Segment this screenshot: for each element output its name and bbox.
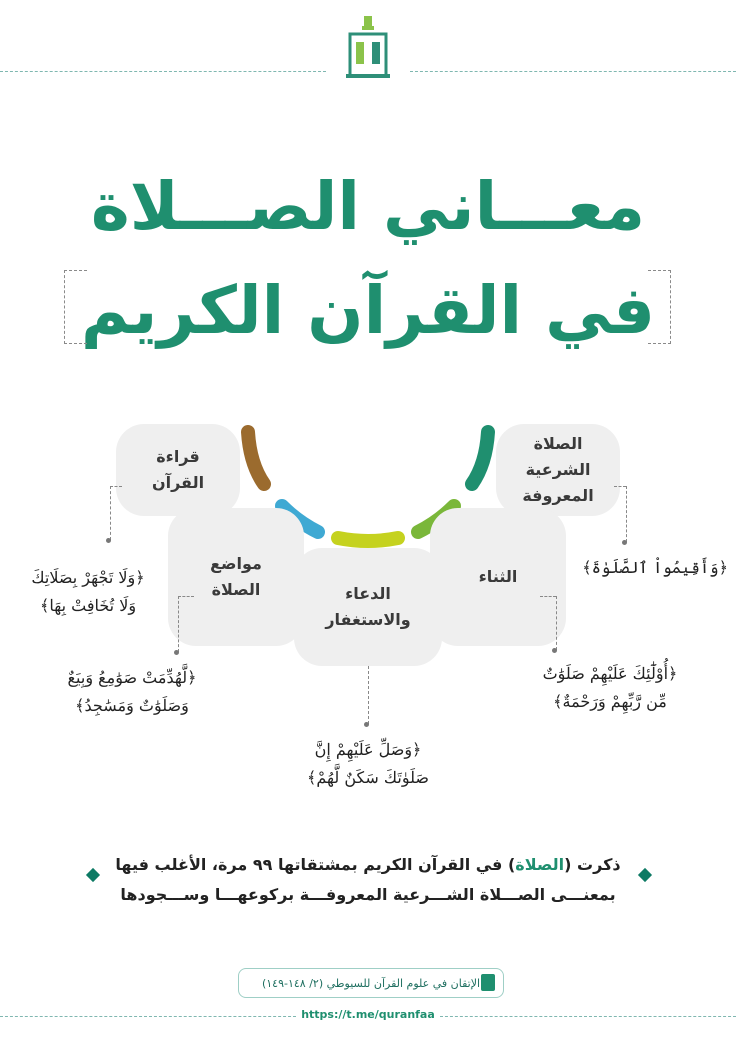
meaning-panel-praise xyxy=(430,508,566,646)
arc-segment-teal xyxy=(472,432,488,484)
panel-line: الصلاة xyxy=(533,434,583,453)
verse-line: مِّن رَّبِّهِمْ وَرَحْمَةٌ﴾ xyxy=(553,692,667,711)
logo-icon xyxy=(338,14,398,86)
top-divider-left xyxy=(0,71,326,72)
connector-dot xyxy=(622,540,627,545)
connector xyxy=(110,486,122,487)
connector xyxy=(614,486,626,487)
connector xyxy=(368,666,369,724)
meaning-panel-places-of-prayer xyxy=(168,508,304,646)
connector-dot xyxy=(552,648,557,653)
summary-part1: ذكرت ( xyxy=(564,855,621,874)
verse-line: ﴿وَلَا تَجْهَرْ بِصَلَاتِكَ xyxy=(31,568,145,587)
arc-segment-brown xyxy=(248,432,264,484)
panel-line: قراءة xyxy=(156,447,200,466)
summary-line1 xyxy=(92,850,644,880)
title-bracket-right xyxy=(648,270,671,344)
panel-line: القرآن xyxy=(151,473,205,492)
page-title-line2: في القرآن الكريم xyxy=(80,272,656,349)
channel-link[interactable]: https://t.me/quranfaa xyxy=(301,1008,435,1021)
arc-segment-lime xyxy=(338,538,398,541)
verse-line: صَلَوٰتَكَ سَكَنٌ لَّهُمْ﴾ xyxy=(307,768,429,787)
verse-places-of-prayer xyxy=(42,664,222,720)
verse-shariah-prayer xyxy=(582,554,728,582)
verse-line: ﴿أُوْلَٰٓئِكَ عَلَيْهِمْ صَلَوَٰتٌ xyxy=(542,664,678,683)
connector-dot xyxy=(364,722,369,727)
verse-supplication xyxy=(288,736,448,792)
summary-line2: بمعنـــى الصـــلاة الشـــرعية المعروفـــة بركوعهـــا وســـجودها xyxy=(120,885,616,904)
connector xyxy=(110,486,111,540)
connector xyxy=(540,596,556,597)
connector xyxy=(556,596,557,650)
panel-line: الدعاء xyxy=(345,584,391,603)
title-bracket-left xyxy=(64,270,87,344)
verse-praise xyxy=(510,660,710,716)
meaning-panel-quran-reading xyxy=(116,424,240,516)
connector xyxy=(178,596,194,597)
panel-line: الثناء xyxy=(478,567,518,586)
panel-line: الصلاة xyxy=(211,580,261,599)
connector-dot xyxy=(174,650,179,655)
page-title-line1: معـــاني الصـــلاة xyxy=(90,168,646,245)
verse-line: وَصَلَوَٰتٌ وَمَسَٰجِدُ﴾ xyxy=(75,696,189,715)
meaning-panel-supplication xyxy=(294,548,442,666)
book-icon xyxy=(481,974,495,991)
panel-line: والاستغفار xyxy=(325,610,411,629)
panel-line: الشرعية xyxy=(525,460,591,479)
summary-highlight: الصلاة xyxy=(515,855,565,874)
panel-line: مواضع xyxy=(210,554,262,573)
verse-quran-reading xyxy=(8,564,168,620)
source-citation xyxy=(238,968,504,998)
summary-text xyxy=(92,850,644,910)
panel-line: المعروفة xyxy=(522,486,594,505)
connector-dot xyxy=(106,538,111,543)
connector xyxy=(178,596,179,652)
top-divider-right xyxy=(410,71,736,72)
verse-line: وَلَا تُخَافِتْ بِهَا﴾ xyxy=(39,596,137,615)
verse-line: ﴿لَّهُدِّمَتْ صَوَٰمِعُ وَبِيَعٌ xyxy=(67,668,197,687)
verse-line: ﴿وَأَقِيمُواْ ٱلصَّلَوٰةَ﴾ xyxy=(582,558,728,577)
verse-line: ﴿وَصَلِّ عَلَيْهِمْ إِنَّ xyxy=(314,740,422,759)
meaning-panel-shariah-prayer xyxy=(496,424,620,516)
summary-part2: ) في القرآن الكريم بمشتقاتها ٩٩ مرة، الأغلب فيها xyxy=(115,855,516,874)
source-text: الإتقان في علوم القرآن للسيوطي (٢/ ١٤٨-١٤٩) xyxy=(261,976,481,990)
connector xyxy=(626,486,627,542)
